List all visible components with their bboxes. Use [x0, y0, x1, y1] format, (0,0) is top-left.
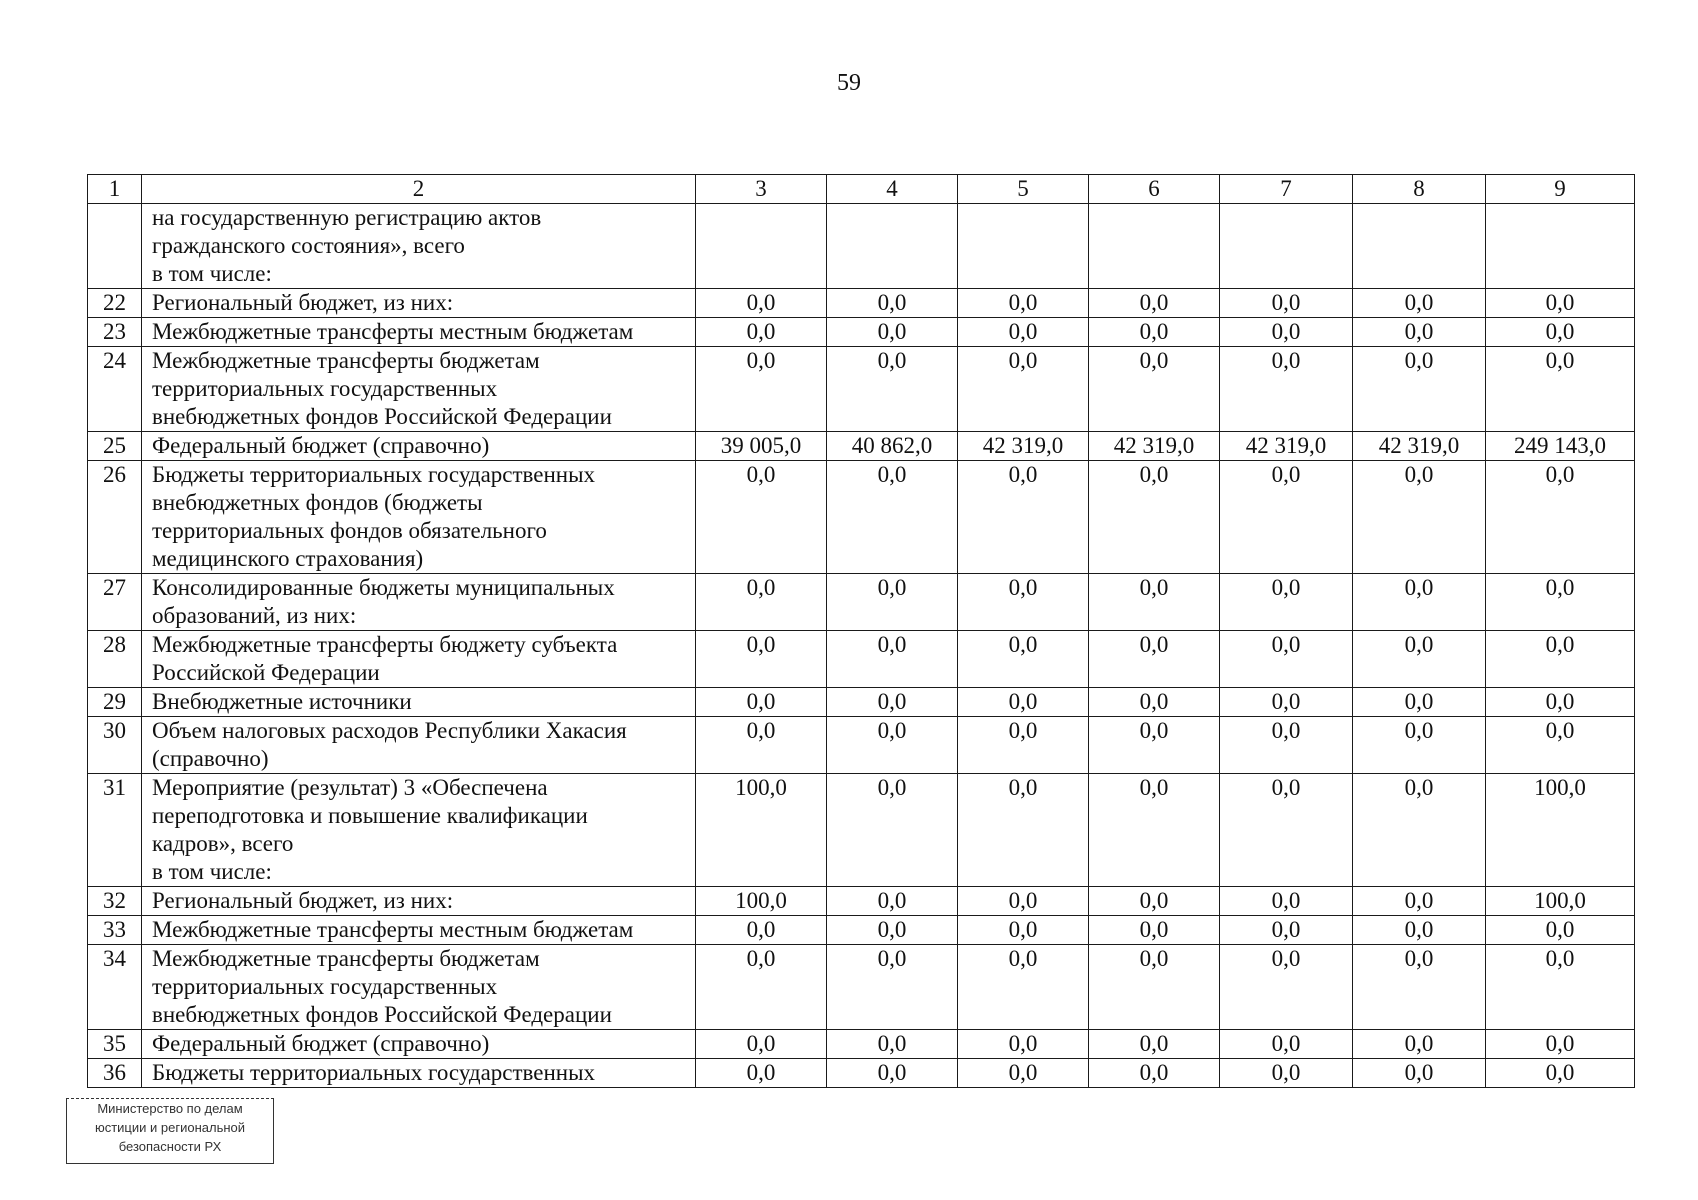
- value-cell-col-4: 0,0: [827, 1030, 958, 1059]
- row-number: 25: [88, 432, 142, 461]
- row-number: 28: [88, 631, 142, 688]
- value-cell-col-8: 0,0: [1353, 945, 1486, 1030]
- row-name: [142, 887, 696, 916]
- row-number: 31: [88, 774, 142, 887]
- row-name: [142, 1030, 696, 1059]
- value-cell-col-3: [696, 204, 827, 289]
- row-name-line: Консолидированные бюджеты муниципальных: [152, 575, 615, 600]
- value-cell-col-7: 42 319,0: [1220, 432, 1353, 461]
- value-cell-col-3: 0,0: [696, 289, 827, 318]
- value-cell-col-8: 0,0: [1353, 347, 1486, 432]
- value-cell-col-3: 100,0: [696, 887, 827, 916]
- row-name-line: внебюджетных фондов (бюджеты: [152, 490, 483, 515]
- value-cell-col-5: 0,0: [958, 461, 1089, 574]
- value-cell-col-9: 249 143,0: [1486, 432, 1635, 461]
- value-cell-col-7: 0,0: [1220, 774, 1353, 887]
- value-cell-col-3: 39 005,0: [696, 432, 827, 461]
- value-cell-col-7: 0,0: [1220, 631, 1353, 688]
- value-cell-col-5: [958, 204, 1089, 289]
- header-cell: 7: [1220, 175, 1353, 204]
- value-cell-col-8: [1353, 204, 1486, 289]
- table-row: [88, 774, 1635, 887]
- value-cell-col-9: 0,0: [1486, 631, 1635, 688]
- value-cell-col-4: 0,0: [827, 318, 958, 347]
- value-cell-col-5: 0,0: [958, 774, 1089, 887]
- value-cell-col-7: 0,0: [1220, 688, 1353, 717]
- value-cell-col-5: 0,0: [958, 347, 1089, 432]
- value-cell-col-7: [1220, 204, 1353, 289]
- header-cell: 9: [1486, 175, 1635, 204]
- table-row: [88, 204, 1635, 289]
- value-cell-col-9: [1486, 204, 1635, 289]
- row-name-line: на государственную регистрацию актов: [152, 205, 542, 230]
- row-name-line: Российской Федерации: [152, 660, 380, 685]
- row-number: 36: [88, 1059, 142, 1088]
- row-number: 23: [88, 318, 142, 347]
- row-number: 32: [88, 887, 142, 916]
- header-cell: 5: [958, 175, 1089, 204]
- value-cell-col-9: 0,0: [1486, 347, 1635, 432]
- value-cell-col-4: 0,0: [827, 461, 958, 574]
- value-cell-col-5: 0,0: [958, 289, 1089, 318]
- value-cell-col-6: 0,0: [1089, 318, 1220, 347]
- table-row: [88, 1059, 1635, 1088]
- value-cell-col-5: 0,0: [958, 688, 1089, 717]
- table-row: [88, 717, 1635, 774]
- value-cell-col-9: 0,0: [1486, 289, 1635, 318]
- value-cell-col-6: 0,0: [1089, 717, 1220, 774]
- value-cell-col-4: 0,0: [827, 774, 958, 887]
- value-cell-col-3: 0,0: [696, 347, 827, 432]
- value-cell-col-4: [827, 204, 958, 289]
- row-number: 22: [88, 289, 142, 318]
- value-cell-col-6: 0,0: [1089, 916, 1220, 945]
- table-header-row: [88, 175, 1635, 204]
- row-name-line: (справочно): [152, 746, 269, 771]
- value-cell-col-3: 0,0: [696, 1059, 827, 1088]
- row-name-line: медицинского страхования): [152, 546, 424, 571]
- row-number: 35: [88, 1030, 142, 1059]
- row-name-line: Мероприятие (результат) 3 «Обеспечена: [152, 775, 548, 800]
- header-cell: 3: [696, 175, 827, 204]
- row-number: 26: [88, 461, 142, 574]
- value-cell-col-7: 0,0: [1220, 717, 1353, 774]
- value-cell-col-8: 42 319,0: [1353, 432, 1486, 461]
- value-cell-col-9: 0,0: [1486, 688, 1635, 717]
- table-row: [88, 347, 1635, 432]
- value-cell-col-3: 0,0: [696, 318, 827, 347]
- value-cell-col-6: 0,0: [1089, 945, 1220, 1030]
- table-row: [88, 631, 1635, 688]
- table-row: [88, 1030, 1635, 1059]
- value-cell-col-6: 0,0: [1089, 887, 1220, 916]
- header-cell: 2: [142, 175, 696, 204]
- value-cell-col-5: 0,0: [958, 717, 1089, 774]
- row-name-line: Межбюджетные трансферты бюджетам: [152, 946, 540, 971]
- row-name: [142, 916, 696, 945]
- value-cell-col-9: 0,0: [1486, 574, 1635, 631]
- row-name: [142, 717, 696, 774]
- row-name-line: образований, из них:: [152, 603, 357, 628]
- value-cell-col-9: 0,0: [1486, 461, 1635, 574]
- row-name-line: Межбюджетные трансферты бюджетам: [152, 348, 540, 373]
- row-name-line: территориальных фондов обязательного: [152, 518, 547, 543]
- table-row: [88, 289, 1635, 318]
- value-cell-col-5: 0,0: [958, 318, 1089, 347]
- value-cell-col-9: 0,0: [1486, 945, 1635, 1030]
- value-cell-col-8: 0,0: [1353, 916, 1486, 945]
- value-cell-col-6: 0,0: [1089, 289, 1220, 318]
- value-cell-col-7: 0,0: [1220, 574, 1353, 631]
- value-cell-col-8: 0,0: [1353, 1059, 1486, 1088]
- value-cell-col-6: 0,0: [1089, 1059, 1220, 1088]
- row-name-line: в том числе:: [152, 261, 272, 286]
- row-name: [142, 1059, 696, 1088]
- budget-table-wrapper: [87, 174, 1634, 1088]
- value-cell-col-3: 0,0: [696, 688, 827, 717]
- value-cell-col-9: 100,0: [1486, 887, 1635, 916]
- value-cell-col-4: 0,0: [827, 289, 958, 318]
- value-cell-col-8: 0,0: [1353, 574, 1486, 631]
- value-cell-col-3: 0,0: [696, 631, 827, 688]
- value-cell-col-3: 0,0: [696, 717, 827, 774]
- value-cell-col-8: 0,0: [1353, 774, 1486, 887]
- row-name-line: Региональный бюджет, из них:: [152, 888, 454, 913]
- table-row: [88, 688, 1635, 717]
- row-name-line: Межбюджетные трансферты бюджету субъекта: [152, 632, 618, 657]
- value-cell-col-5: 0,0: [958, 945, 1089, 1030]
- value-cell-col-9: 0,0: [1486, 1030, 1635, 1059]
- value-cell-col-8: 0,0: [1353, 461, 1486, 574]
- value-cell-col-7: 0,0: [1220, 318, 1353, 347]
- value-cell-col-4: 0,0: [827, 688, 958, 717]
- value-cell-col-7: 0,0: [1220, 887, 1353, 916]
- value-cell-col-6: 0,0: [1089, 688, 1220, 717]
- stamp-line: безопасности РХ: [118, 1139, 222, 1154]
- table-row: [88, 461, 1635, 574]
- value-cell-col-7: 0,0: [1220, 916, 1353, 945]
- value-cell-col-6: 0,0: [1089, 347, 1220, 432]
- value-cell-col-4: 0,0: [827, 717, 958, 774]
- row-name: [142, 574, 696, 631]
- value-cell-col-6: 0,0: [1089, 631, 1220, 688]
- value-cell-col-4: 0,0: [827, 347, 958, 432]
- table-row: [88, 574, 1635, 631]
- row-name: [142, 631, 696, 688]
- value-cell-col-3: 0,0: [696, 945, 827, 1030]
- row-name: [142, 204, 696, 289]
- header-cell: 4: [827, 175, 958, 204]
- row-number: [88, 204, 142, 289]
- row-name-line: территориальных государственных: [152, 376, 498, 401]
- value-cell-col-5: 0,0: [958, 631, 1089, 688]
- value-cell-col-8: 0,0: [1353, 631, 1486, 688]
- row-name-line: Бюджеты территориальных государственных: [152, 462, 596, 487]
- row-number: 33: [88, 916, 142, 945]
- stamp-line: Министерство по делам: [97, 1101, 243, 1116]
- value-cell-col-8: 0,0: [1353, 717, 1486, 774]
- row-name-line: Региональный бюджет, из них:: [152, 290, 454, 315]
- value-cell-col-3: 0,0: [696, 461, 827, 574]
- row-number: 30: [88, 717, 142, 774]
- ministry-stamp: [66, 1098, 274, 1164]
- value-cell-col-4: 0,0: [827, 1059, 958, 1088]
- row-name: [142, 289, 696, 318]
- row-name-line: Внебюджетные источники: [152, 689, 412, 714]
- row-name-line: Федеральный бюджет (справочно): [152, 433, 490, 458]
- value-cell-col-6: 0,0: [1089, 461, 1220, 574]
- value-cell-col-8: 0,0: [1353, 318, 1486, 347]
- row-name: [142, 461, 696, 574]
- value-cell-col-9: 0,0: [1486, 916, 1635, 945]
- value-cell-col-3: 0,0: [696, 916, 827, 945]
- value-cell-col-8: 0,0: [1353, 887, 1486, 916]
- row-name: [142, 688, 696, 717]
- row-name-line: Федеральный бюджет (справочно): [152, 1031, 490, 1056]
- value-cell-col-3: 100,0: [696, 774, 827, 887]
- row-name-line: Межбюджетные трансферты местным бюджетам: [152, 917, 634, 942]
- row-name-line: Межбюджетные трансферты местным бюджетам: [152, 319, 634, 344]
- table-row: [88, 432, 1635, 461]
- value-cell-col-5: 0,0: [958, 887, 1089, 916]
- row-number: 29: [88, 688, 142, 717]
- value-cell-col-4: 0,0: [827, 887, 958, 916]
- row-name-line: переподготовка и повышение квалификации: [152, 803, 588, 828]
- row-name-line: в том числе:: [152, 859, 272, 884]
- value-cell-col-7: 0,0: [1220, 1030, 1353, 1059]
- value-cell-col-8: 0,0: [1353, 688, 1486, 717]
- page-number: 59: [837, 70, 861, 96]
- row-name-line: территориальных государственных: [152, 974, 498, 999]
- value-cell-col-7: 0,0: [1220, 461, 1353, 574]
- row-name-line: кадров», всего: [152, 831, 294, 856]
- table-body: [88, 175, 1635, 1088]
- value-cell-col-9: 0,0: [1486, 1059, 1635, 1088]
- row-name-line: внебюджетных фондов Российской Федерации: [152, 404, 612, 429]
- value-cell-col-4: 40 862,0: [827, 432, 958, 461]
- budget-table: [87, 174, 1635, 1088]
- table-row: [88, 945, 1635, 1030]
- row-name: [142, 945, 696, 1030]
- row-number: 34: [88, 945, 142, 1030]
- value-cell-col-3: 0,0: [696, 1030, 827, 1059]
- stamp-line: юстиции и региональной: [94, 1120, 246, 1135]
- value-cell-col-8: 0,0: [1353, 1030, 1486, 1059]
- value-cell-col-9: 100,0: [1486, 774, 1635, 887]
- value-cell-col-7: 0,0: [1220, 347, 1353, 432]
- value-cell-col-7: 0,0: [1220, 1059, 1353, 1088]
- value-cell-col-3: 0,0: [696, 574, 827, 631]
- row-name: [142, 432, 696, 461]
- row-name: [142, 774, 696, 887]
- table-row: [88, 887, 1635, 916]
- table-row: [88, 916, 1635, 945]
- value-cell-col-5: 0,0: [958, 916, 1089, 945]
- value-cell-col-4: 0,0: [827, 631, 958, 688]
- header-cell: 1: [88, 175, 142, 204]
- value-cell-col-6: 0,0: [1089, 574, 1220, 631]
- row-number: 24: [88, 347, 142, 432]
- row-name-line: гражданского состояния», всего: [152, 233, 465, 258]
- value-cell-col-5: 0,0: [958, 574, 1089, 631]
- value-cell-col-7: 0,0: [1220, 945, 1353, 1030]
- row-number: 27: [88, 574, 142, 631]
- value-cell-col-4: 0,0: [827, 574, 958, 631]
- value-cell-col-5: 0,0: [958, 1030, 1089, 1059]
- value-cell-col-6: 0,0: [1089, 1030, 1220, 1059]
- header-cell: 6: [1089, 175, 1220, 204]
- row-name-line: Бюджеты территориальных государственных: [152, 1060, 596, 1085]
- value-cell-col-6: [1089, 204, 1220, 289]
- table-row: [88, 318, 1635, 347]
- row-name-line: внебюджетных фондов Российской Федерации: [152, 1002, 612, 1027]
- value-cell-col-6: 42 319,0: [1089, 432, 1220, 461]
- row-name-line: Объем налоговых расходов Республики Хакасия: [152, 718, 627, 743]
- value-cell-col-5: 42 319,0: [958, 432, 1089, 461]
- value-cell-col-6: 0,0: [1089, 774, 1220, 887]
- header-cell: 8: [1353, 175, 1486, 204]
- row-name: [142, 347, 696, 432]
- value-cell-col-4: 0,0: [827, 916, 958, 945]
- value-cell-col-7: 0,0: [1220, 289, 1353, 318]
- row-name: [142, 318, 696, 347]
- value-cell-col-9: 0,0: [1486, 717, 1635, 774]
- value-cell-col-8: 0,0: [1353, 289, 1486, 318]
- value-cell-col-4: 0,0: [827, 945, 958, 1030]
- value-cell-col-5: 0,0: [958, 1059, 1089, 1088]
- value-cell-col-9: 0,0: [1486, 318, 1635, 347]
